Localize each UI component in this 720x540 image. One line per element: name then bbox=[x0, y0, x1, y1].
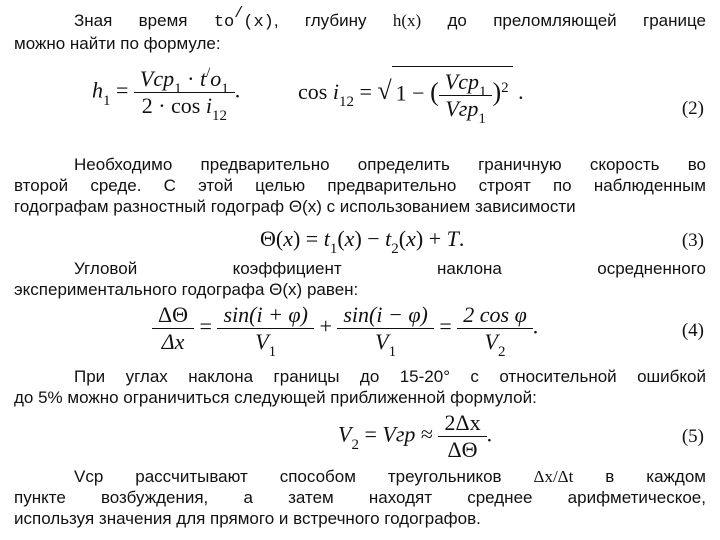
p3-line-2: экспериментального годографа Θ(x) равен: bbox=[14, 280, 359, 299]
depth-variable: h(x) bbox=[392, 11, 422, 30]
paragraph-approximation bbox=[14, 366, 706, 408]
equation-4-number: (4) bbox=[681, 320, 704, 341]
equation-5: $V_2$ = Vгр ≈ $\frac{2\Delta x}{\Delta\Theta}$ . bbox=[338, 410, 493, 462]
time-variable: to/(x) bbox=[213, 5, 274, 32]
intro-text-a: Зная время bbox=[74, 11, 188, 30]
equation-4: $\frac{\Delta\Theta}{\Delta x}$ = $\frac{\sin(i + \varphi)}{V_1}$ + $\frac{\sin(i - \varphi)}{V_1}$ = $\frac{\text{2 cos φ}}{V_2}$ . bbox=[152, 302, 538, 355]
paragraph-boundary-velocity bbox=[14, 154, 706, 217]
p5-line-1: Vcp рассчитывают способом треугольников Δx/Δt в каждом bbox=[74, 467, 706, 486]
equation-3: $\Theta(x) = t_1(x) - t_2(x) + T$. bbox=[260, 226, 465, 257]
sqrt-body: 1 − ( $\frac{Vcp_1}{Vгр_1}$ )$^2$ bbox=[392, 66, 513, 122]
paragraph-method bbox=[14, 466, 706, 529]
p2-line-2: второй среде. С этой целью предварительно строят по наблюденным bbox=[14, 176, 706, 195]
p4-line-2: до 5% можно ограничиться следующей приближенной формулой: bbox=[14, 388, 537, 407]
p2-line-1: Необходимо предварительно определить граничную скорость во bbox=[74, 155, 706, 174]
equation-5-number: (5) bbox=[681, 426, 704, 447]
depth-fraction: $\frac{Vcp_1 \cdot t^/o_1}{2 \cdot \cos i_{12}}$ bbox=[134, 66, 235, 119]
triangle-ratio: Δx/Δt bbox=[533, 467, 574, 486]
p5-line-2: пункте возбуждения, а затем находят среднее арифметическое, bbox=[14, 488, 706, 507]
equation-2-left: $h_1$ = $\frac{Vcp_1 \cdot t^/o_1}{2 \cdot \cos i_{12}}$ . bbox=[92, 65, 241, 124]
p2-line-3: годографам разностный годограф Θ(x) с использованием зависимости bbox=[14, 197, 576, 216]
intro-text-b: , глубину bbox=[273, 11, 367, 30]
p5-line-3: используя значения для прямого и встречного годографов. bbox=[14, 509, 481, 528]
equation-3-number: (3) bbox=[681, 230, 704, 251]
equation-2-right: $\cos i_{12}$ = √ 1 − ( $\frac{Vcp_1}{Vгр_1}$ )$^2$ . bbox=[298, 66, 524, 122]
p4-line-1: При углах наклона границы до 15-20° с относительной ошибкой bbox=[74, 367, 706, 386]
equation-2-number: (2) bbox=[681, 98, 704, 119]
intro-text-c: до преломляющей границе bbox=[447, 11, 706, 30]
paragraph-intro bbox=[14, 5, 706, 54]
intro-line-1 bbox=[14, 5, 706, 33]
p3-line-1: Угловой коэффициент наклона осредненного bbox=[74, 259, 706, 278]
intro-line-2: можно найти по формуле: bbox=[14, 34, 221, 53]
paragraph-slope bbox=[14, 258, 706, 300]
